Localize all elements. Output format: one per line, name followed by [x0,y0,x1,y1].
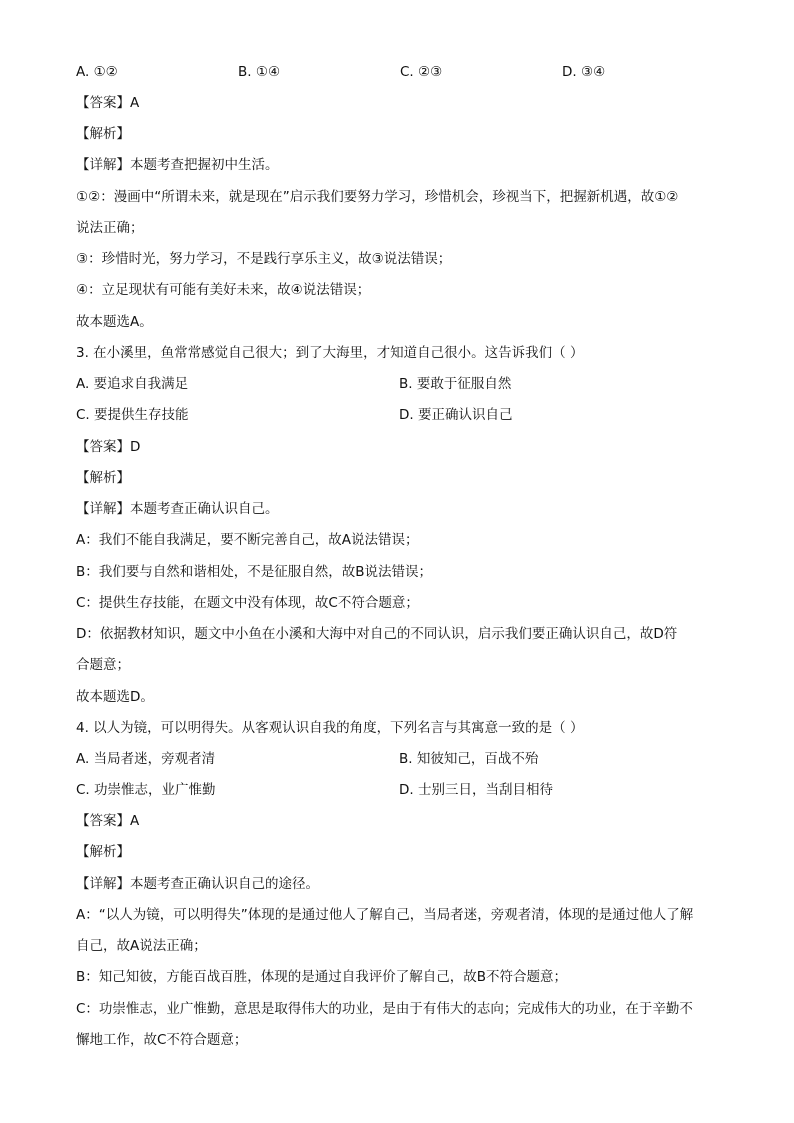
q2-answer: 【答案】A [76,95,140,111]
q2-detail-line: 说法正确； [76,220,144,236]
q3-options-row-1 [76,374,736,394]
q4-stem: 4. 以人为镜，可以明得失。从客观认识自我的角度，下列名言与其寓意一致的是（ ） [76,720,584,736]
q3-detail-line: A：我们不能自我满足，要不断完善自己，故A说法错误； [76,532,419,548]
q3-option-a: A. 要追求自我满足 [76,376,189,392]
q4-option-a: A. 当局者迷，旁观者清 [76,751,216,767]
q4-detail-line: A：“以人为镜，可以明得失”体现的是通过他人了解自己，当局者迷，旁观者清，体现的是通过他人了解 [76,907,694,923]
q4-options-row-2 [76,780,736,800]
q4-answer: 【答案】A [76,813,140,829]
q3-detail-line: B：我们要与自然和谐相处，不是征服自然，故B说法错误； [76,564,433,580]
q2-detail-line: ③：珍惜时光，努力学习，不是践行享乐主义，故③说法错误； [76,251,452,267]
q2-analysis-label: 【解析】 [76,126,130,142]
q3-option-d: D. 要正确认识自己 [399,407,513,423]
q4-detail-line: C：功崇惟志，业广惟勤，意思是取得伟大的功业，是由于有伟大的志向；完成伟大的功业，在于辛勤不 [76,1001,693,1017]
q4-detail-line: 【详解】本题考查正确认识自己的途径。 [76,876,319,892]
q3-detail-line: 【详解】本题考查正确认识自己。 [76,501,279,517]
q3-options-row-2 [76,405,736,425]
q2-detail-line: ①②：漫画中“所谓未来，就是现在”启示我们要努力学习，珍惜机会，珍视当下，把握新机遇，故①② [76,189,679,205]
q3-detail-line: D：依据教材知识，题文中小鱼在小溪和大海中对自己的不同认识，启示我们要正确认识自己，故D符 [76,626,678,642]
q3-detail-line: C：提供生存技能，在题文中没有体现，故C不符合题意； [76,595,419,611]
q2-option-b: B. ①④ [238,64,281,80]
q3-analysis-label: 【解析】 [76,470,130,486]
q2-options [76,62,736,82]
q2-detail-line: 【详解】本题考查把握初中生活。 [76,157,279,173]
q3-detail-line: 合题意； [76,657,130,673]
q4-options-row-1 [76,749,736,769]
q2-detail-line: ④：立足现状有可能有美好未来，故④说法错误； [76,282,371,298]
q2-option-d: D. ③④ [562,64,606,80]
q4-option-d: D. 士别三日，当刮目相待 [399,782,553,798]
q4-detail-line: B：知己知彼，方能百战百胜，体现的是通过自我评价了解自己，故B不符合题意； [76,969,568,985]
q2-option-c: C. ②③ [400,64,443,80]
q3-stem: 3. 在小溪里，鱼常常感觉自己很大；到了大海里，才知道自己很小。这告诉我们（ ） [76,345,584,361]
q4-option-b: B. 知彼知己，百战不殆 [399,751,539,767]
q2-detail-line: 故本题选A。 [76,314,153,330]
q3-option-c: C. 要提供生存技能 [76,407,189,423]
q3-detail-line: 故本题选D。 [76,689,154,705]
q4-detail-line: 懈地工作，故C不符合题意； [76,1032,248,1048]
q4-detail-line: 自己，故A说法正确； [76,938,207,954]
q3-option-b: B. 要敢于征服自然 [399,376,512,392]
q4-analysis-label: 【解析】 [76,844,130,860]
q2-option-a: A. ①② [76,64,118,80]
q4-option-c: C. 功崇惟志，业广惟勤 [76,782,216,798]
q3-answer: 【答案】D [76,439,141,455]
